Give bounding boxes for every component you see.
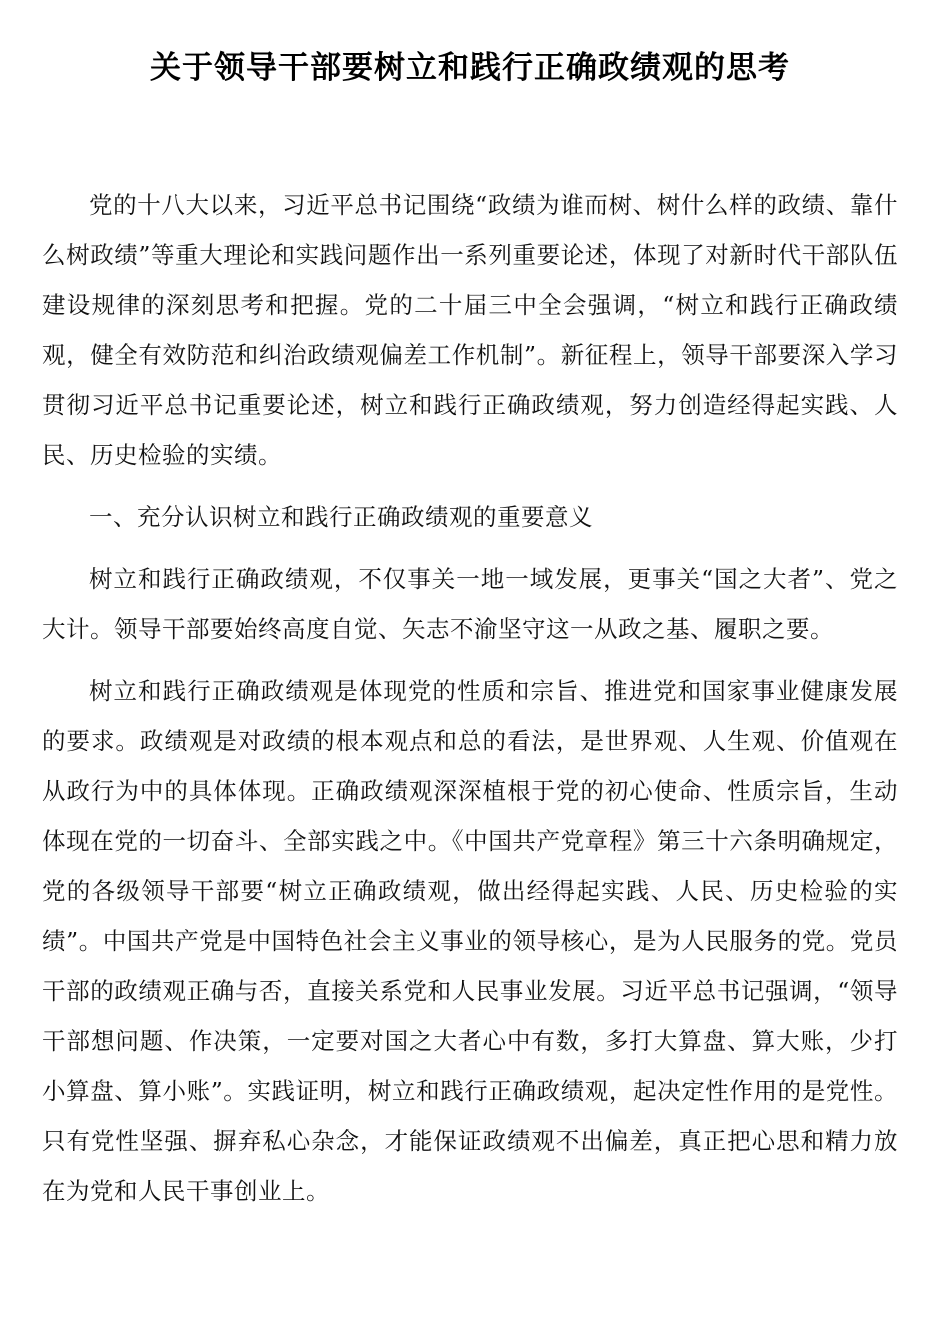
body-paragraph: 树立和践行正确政绩观，不仅事关一地一域发展，更事关“国之大者”、党之大计。领导干部要始终高度自觉、矢志不渝坚守这一从政之基、履职之要。: [42, 565, 898, 643]
body-paragraph: 树立和践行正确政绩观是体现党的性质和宗旨、推进党和国家事业健康发展的要求。政绩观是对政绩的根本观点和总的看法，是世界观、人生观、价值观在从政行为中的具体体现。正确政绩观深深植根于党的初心使命、性质宗旨，生动体现在党的一切奋斗、全部实践之中。《中国共产党章程》第三十六条明确规定，党的各级领导干部要“树立正确政绩观，做出经得起实践、人民、历史检验的实绩”。中国共产党是中国特色社会主义事业的领导核心，是为人民服务的党。党员干部的政绩观正确与否，直接关系党和人民事业发展。习近平总书记强调，“领导干部想问题、作决策，一定要对国之大者心中有数，多打大算盘、算大账，少打小算盘、算小账”。实践证明，树立和践行正确政绩观，起决定性作用的是党性。只有党性坚强、摒弃私心杂念，才能保证政绩观不出偏差，真正把心思和精力放在为党和人民干事创业上。: [42, 677, 898, 1205]
document-title: 关于领导干部要树立和践行正确政绩观的思考: [150, 50, 790, 86]
intro-paragraph: 党的十八大以来，习近平总书记围绕“政绩为谁而树、树什么样的政绩、靠什么树政绩”等重大理论和实践问题作出一系列重要论述，体现了对新时代干部队伍建设规律的深刻思考和把握。党的二十届三中全会强调，“树立和践行正确政绩观，健全有效防范和纠治政绩观偏差工作机制”。新征程上，领导干部要深入学习贯彻习近平总书记重要论述，树立和践行正确政绩观，努力创造经得起实践、人民、历史检验的实绩。: [42, 191, 898, 469]
document-body: [42, 180, 898, 1216]
section-heading: 一、充分认识树立和践行正确政绩观的重要意义: [89, 503, 593, 531]
